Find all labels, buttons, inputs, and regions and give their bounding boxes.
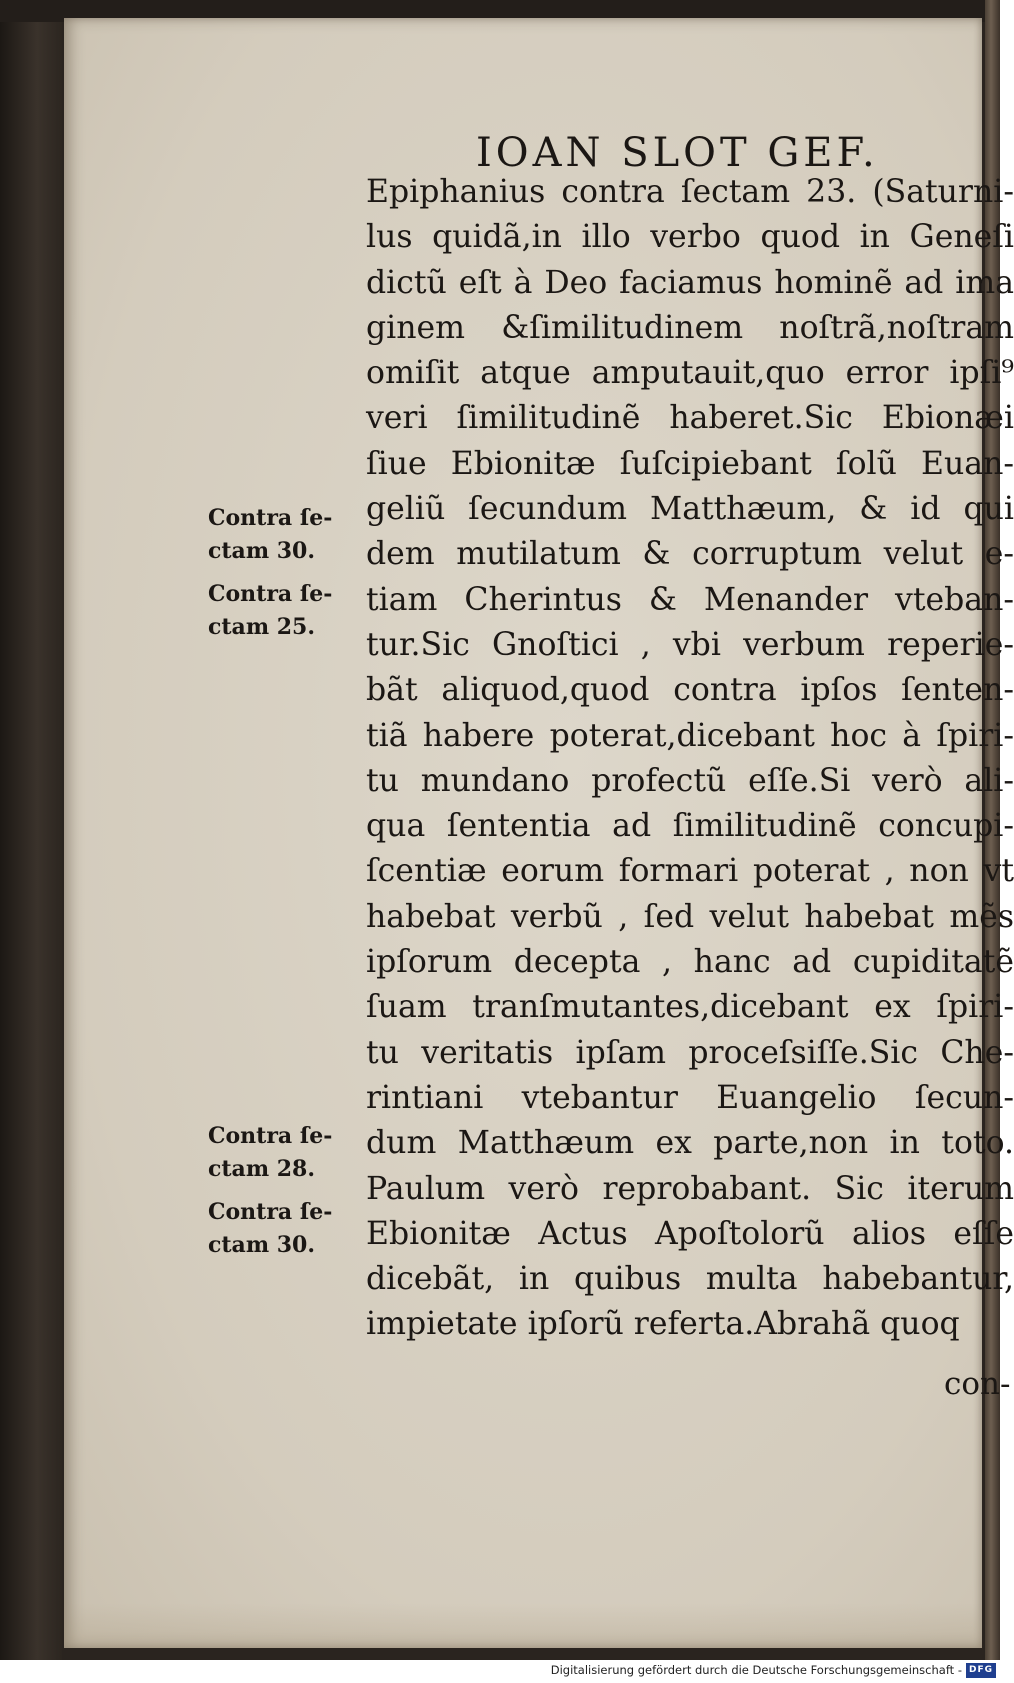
text-line: qua ſententia ad ſimilitudinẽ concupi- [366, 808, 1014, 845]
text-line: bãt aliquod,quod contra ipſos ſenten- [366, 672, 1014, 709]
margin-note [208, 502, 332, 568]
text-line: geliũ ſecundum Matthæum, & id qui [366, 491, 1014, 528]
text-line: ipſorum decepta , hanc ad cupiditatẽ [366, 944, 1014, 981]
text-line: lus quidã,in illo verbo quod in Geneſi [366, 219, 1014, 256]
margin-note-line: Contra ſe- [208, 505, 333, 531]
text-line: veri ſimilitudinẽ haberet.Sic Ebionæi [366, 400, 1014, 437]
text-line: Paulum verò reprobabant. Sic iterum [366, 1170, 1014, 1207]
text-line: dicebãt, in quibus multa habebantur, [366, 1261, 1014, 1298]
body-text [366, 170, 1014, 1348]
margin-note-line: Contra ſe- [208, 1199, 333, 1225]
text-line: tur.Sic Gnoſtici , vbi verbum reperie- [366, 626, 1014, 663]
margin-note-line: ctam 28. [208, 1156, 316, 1182]
running-head: IOAN SLOT GEF. [476, 130, 879, 176]
page-stain [64, 1603, 982, 1648]
text-line: ſcentiæ eorum formari poterat , non vt [366, 853, 1014, 890]
text-line: omiſit atque amputauit,quo error ipſi⁹ [366, 355, 1014, 392]
text-line: tu veritatis ipſam proceſsiſſe.Sic Che- [366, 1034, 1014, 1071]
book-binding-edge [0, 0, 62, 1660]
margin-note-line: ctam 25. [208, 614, 316, 640]
margin-note-line: ctam 30. [208, 538, 316, 564]
text-line: tu mundano profectũ eſſe.Si verò ali- [366, 762, 1014, 799]
funding-credit: Digitalisierung gefördert durch die Deutsche Forschungsgemeinschaft - [550, 1663, 962, 1677]
text-line: dum Matthæum ex parte,non in toto. [366, 1125, 1014, 1162]
text-line: dictũ eſt à Deo faciamus hominẽ ad ima [366, 264, 1014, 301]
margin-note [208, 1196, 332, 1262]
margin-note [208, 578, 332, 644]
text-line: Epiphanius contra ſectam 23. (Saturni- [366, 174, 1014, 210]
text-line: impietate ipſorũ referta.Abrahã quoq [366, 1306, 960, 1343]
margin-note-line: Contra ſe- [208, 581, 333, 607]
text-line: ſiue Ebionitæ ſuſcipiebant ſolũ Euan- [366, 445, 1014, 482]
footer-bar [0, 1660, 1000, 1683]
book-page [64, 18, 1014, 1648]
text-line: tiam Cherintus & Menander vteban- [366, 581, 1014, 618]
text-line: rintiani vtebantur Euangelio ſecun- [366, 1079, 1014, 1116]
margin-note [208, 1120, 332, 1186]
text-line: habebat verbũ , ſed velut habebat mẽs [366, 898, 1014, 935]
margin-note-line: Contra ſe- [208, 1123, 333, 1149]
text-line: ſuam tranſmutantes,dicebant ex ſpiri- [366, 989, 1014, 1026]
catchword: con- [944, 1366, 1011, 1402]
text-line: tiã habere poterat,dicebant hoc à ſpiri- [366, 717, 1014, 754]
margin-note-line: ctam 30. [208, 1232, 316, 1258]
dfg-logo: DFG [966, 1663, 996, 1678]
text-line: dem mutilatum & corruptum velut e- [366, 536, 1014, 573]
text-line: ginem &ſimilitudinem noſtrã,noſtram [366, 309, 1014, 346]
text-line: Ebionitæ Actus Apoſtolorũ alios eſſe [366, 1215, 1014, 1252]
